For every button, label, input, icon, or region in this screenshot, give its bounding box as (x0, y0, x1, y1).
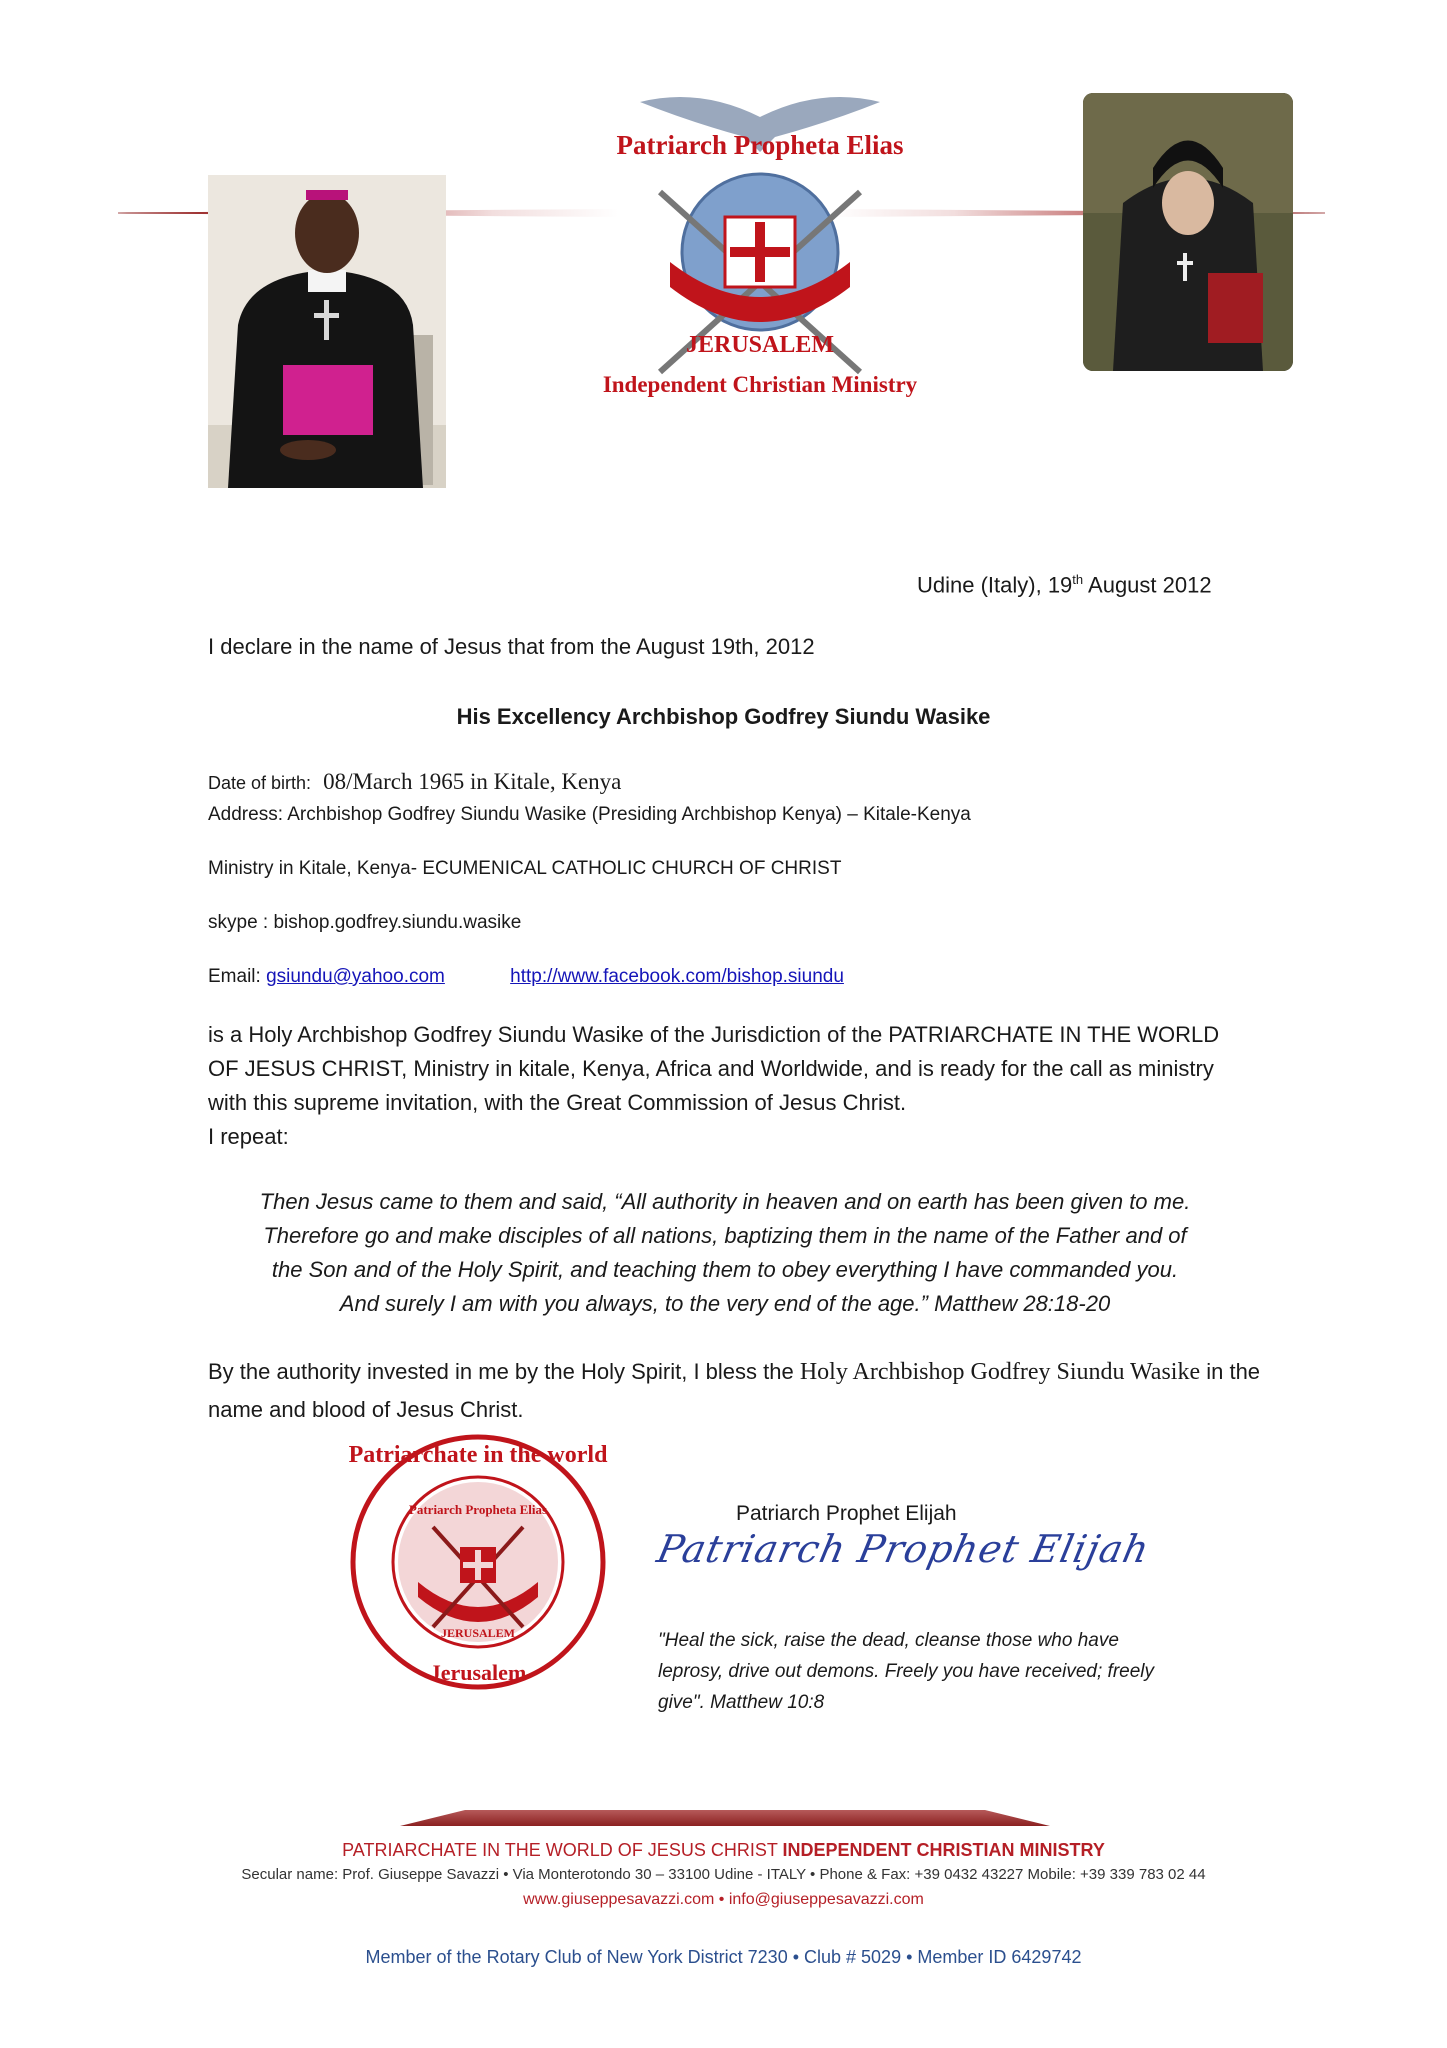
logo-subtitle: Independent Christian Ministry (602, 372, 918, 397)
svg-text:Patriarch Propheta Elias: Patriarch Propheta Elias (408, 1502, 548, 1517)
honoree-name: His Excellency Archbishop Godfrey Siundu Wasike (456, 704, 991, 729)
blessing-line: By the authority invested in me by the Holy Spirit, I bless the Holy Archbishop Godfrey Siundu Wasike in the name and blood of Jesus Christ. (208, 1359, 1261, 1422)
skype-line: skype : bishop.godfrey.siundu.wasike (208, 912, 522, 933)
handwritten-signature: Patriarch Prophet Elijah (653, 1527, 1154, 1571)
body-paragraph: is a Holy Archbishop Godfrey Siundu Wasike of the Jurisdiction of the PATRIARCHATE IN THE WORLD OF JESUS CHRIST, Ministry in kitale, Kenya, Africa and Worldwide, and is ready for the call as ministry with this supreme invitation, with the Great Commission of Jesus Christ. (208, 1022, 1220, 1115)
signatory-name: Patriarch Prophet Elijah (736, 1502, 957, 1525)
declaration: I declare in the name of Jesus that from the August 19th, 2012 (208, 634, 815, 659)
quote-line: And surely I am with you always, to the very end of the age.” Matthew 28:18-20 (339, 1291, 1111, 1316)
address: Address: Archbishop Godfrey Siundu Wasike (Presiding Archbishop Kenya) – Kitale-Kenya (208, 804, 971, 825)
footer-membership: Member of the Rotary Club of New York District 7230 • Club # 5029 • Member ID 6429742 (365, 1947, 1082, 1967)
svg-text:JERUSALEM: JERUSALEM (440, 1626, 516, 1640)
quote-line: Therefore go and make disciples of all nations, baptizing them in the name of the Father and of (263, 1223, 1187, 1248)
footer-organization: PATRIARCHATE IN THE WORLD OF JESUS CHRIST INDEPENDENT CHRISTIAN MINISTRY (342, 1840, 1105, 1860)
email-link[interactable]: gsiundu@yahoo.com (266, 966, 445, 987)
ministry-line: Ministry in Kitale, Kenya- ECUMENICAL CATHOLIC CHURCH OF CHRIST (208, 858, 842, 879)
footer-web: www.giuseppesavazzi.com • info@giuseppesavazzi.com (523, 1891, 924, 1908)
ministry-logo (600, 92, 920, 412)
letter-date: Udine (Italy), 19th August 2012 (917, 572, 1212, 598)
patriarch-photo (1083, 93, 1293, 371)
quote-line: Then Jesus came to them and said, “All authority in heaven and on earth has been given to me. (259, 1189, 1191, 1214)
quote-line: give". Matthew 10:8 (658, 1692, 825, 1713)
facebook-link[interactable]: http://www.facebook.com/bishop.siundu (510, 966, 844, 987)
quote-line: leprosy, drive out demons. Freely you have received; freely (658, 1661, 1154, 1682)
logo-city: JERUSALEM (685, 332, 835, 358)
quote-line: the Son and of the Holy Spirit, and teaching them to obey everything I have commanded you. (271, 1257, 1179, 1282)
signature-quote (658, 1625, 1258, 1718)
date-of-birth: Date of birth: 08/March 1965 in Kitale, Kenya (208, 769, 622, 794)
svg-text:Jerusalem: Jerusalem (429, 1660, 527, 1685)
quote-line: "Heal the sick, raise the dead, cleanse those who have (658, 1630, 1119, 1651)
footer-address: Secular name: Prof. Giuseppe Savazzi • Via Monterotondo 30 – 33100 Udine - ITALY • Phone & Fax: +39 0432 43227 Mobile: +39 339 783 02 44 (241, 1866, 1206, 1883)
official-seal (348, 1432, 608, 1692)
repeat-line: I repeat: (208, 1124, 289, 1149)
logo-title: Patriarch Propheta Elias (616, 130, 904, 160)
footer-rule (400, 1810, 1050, 1826)
scripture-quote (200, 1185, 1250, 1321)
svg-text:Patriarchate in the world: Patriarchate in the world (348, 1442, 608, 1468)
contact-line: Email: gsiundu@yahoo.com http://www.facebook.com/bishop.siundu (208, 966, 844, 987)
archbishop-photo (208, 175, 446, 488)
